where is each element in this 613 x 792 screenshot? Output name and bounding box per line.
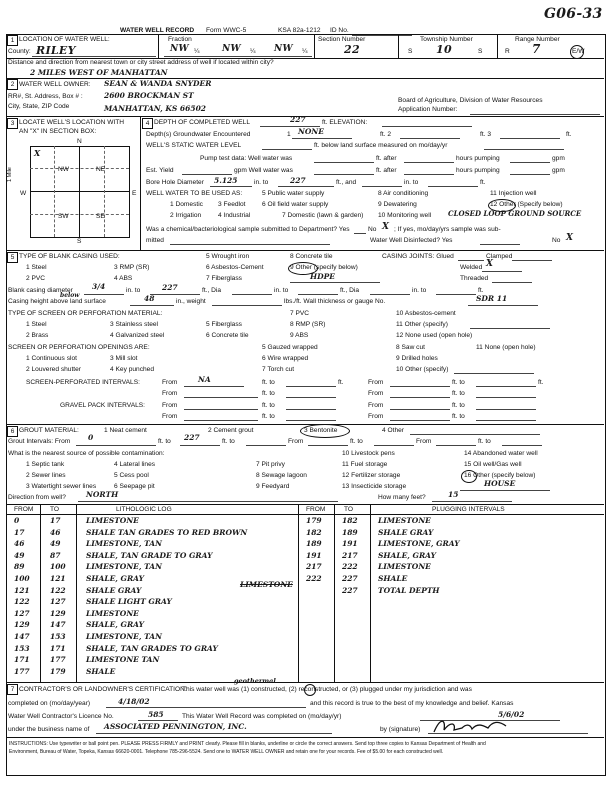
township-value: 10 (436, 43, 452, 56)
log-left-desc: SHALE LIGHT GRAY (86, 597, 172, 607)
owner-value: SEAN & WANDA SNYDER (104, 79, 212, 88)
section-number-value: 22 (344, 43, 360, 56)
range-direction: E/W (572, 48, 585, 55)
contamination-label: What is the nearest source of possible contamination: (8, 450, 165, 457)
pump-test-label: Pump test data: Well water was (200, 155, 293, 162)
log-left-desc: SHALE GRAY (86, 585, 142, 595)
log-left-to: 177 (50, 655, 66, 665)
form-number: Form WWC-5 (206, 27, 247, 34)
plugging-intervals-header: PLUGGING INTERVALS (432, 506, 505, 513)
certification-text: This water well was (1) constructed, (2) reconstructed, or (3) plugged under my jurisdiction and was (182, 686, 472, 693)
well-use-other-value: CLOSED LOOP GROUND SOURCE (448, 209, 582, 218)
log-strike-note: LIMESTONE (240, 580, 293, 589)
casing-height-label: Casing height above land surface (8, 298, 106, 305)
log-left-from: 121 (14, 585, 30, 595)
record-completed-value: 5/6/02 (498, 710, 525, 719)
instructions-line-2: Environment, Bureau of Water, Topeka, Kansas 66620-0001. Telephone 785-296-5524. Send one to WATER WELL OWNER and retain one for your records. Fee of $5.00 for each constructed well. (9, 749, 444, 755)
disinfected-no-mark: X (566, 233, 574, 243)
county-value: RILEY (36, 44, 76, 57)
township-label: Township Number (420, 36, 473, 43)
log-left-desc: SHALE, GRAY (86, 620, 144, 630)
log-left-to: 129 (50, 608, 66, 618)
log-left-desc: SHALE (86, 666, 116, 676)
range-label: Range Number (515, 36, 560, 43)
grout-intervals-label: Grout Intervals: From (8, 438, 71, 445)
bore-hole-label: Bore Hole Diameter (146, 179, 204, 186)
city-label: City, State, ZIP Code (8, 103, 70, 110)
log-left-desc: LIMESTONE, TAN (86, 562, 162, 572)
log-right-desc: SHALE (378, 574, 408, 583)
section-6-number: 6 (7, 426, 18, 437)
quarter-1: NW (170, 44, 189, 54)
blank-to-value: 227 (162, 283, 178, 292)
log-left-from: 177 (14, 666, 30, 676)
log-right-from: 182 (306, 527, 322, 537)
blank-diameter-value: 3/4 (92, 282, 106, 291)
section-1-label: LOCATION OF WATER WELL: (19, 36, 110, 43)
section-5-number: 5 (7, 252, 18, 263)
signature-label: by (signature) (380, 726, 421, 733)
application-number-label: Application Number: (398, 106, 458, 113)
distance-value: 2 MILES WEST OF MANHATTAN (30, 68, 168, 77)
grout-to-value: 227 (184, 433, 200, 442)
section-3-number: 3 (7, 118, 18, 129)
instructions-line-1: INSTRUCTIONS: Use typewriter or ball point pen. PLEASE PRESS FIRMLY and PRINT clearly. Please fill in blanks, underline or circle the correct answers. Send top three copies to Kansas Department of Health and (9, 741, 486, 747)
address-value: 2600 BROCKMAN ST (104, 91, 194, 100)
openings-label: SCREEN OR PERFORATION OPENINGS ARE: (8, 344, 150, 351)
log-to-header-right: TO (344, 506, 354, 513)
log-right-desc: LIMESTONE (378, 516, 431, 525)
log-left-from: 127 (14, 608, 30, 618)
groundwater-label: Depth(s) Groundwater Encountered (146, 131, 251, 138)
log-right-desc: LIMESTONE (378, 562, 431, 572)
est-yield-label: Est. Yield (146, 167, 174, 174)
log-left-to: 171 (50, 643, 66, 653)
quarter-3: NW (274, 44, 293, 54)
log-left-to: 46 (50, 527, 61, 537)
log-left-desc: LIMESTONE (86, 516, 139, 525)
welded-mark: X (486, 259, 494, 269)
log-from-header-right: FROM (306, 506, 326, 513)
static-level-label: WELL'S STATIC WATER LEVEL (146, 142, 242, 149)
log-right-from: 217 (306, 562, 322, 572)
license-value: 585 (148, 710, 164, 719)
lithologic-log-header: LITHOLOGIC LOG (116, 506, 172, 513)
completed-on-label: completed on (mo/day/year) (8, 700, 91, 707)
section-3-label-2: AN "X" IN SECTION BOX: (19, 128, 97, 135)
log-left-from: 89 (14, 562, 25, 572)
log-left-to: 179 (50, 666, 66, 676)
log-left-from: 171 (14, 655, 30, 665)
gravel-pack-label: GRAVEL PACK INTERVALS: (60, 402, 146, 409)
compass-n: N (77, 138, 82, 145)
quadrant-ne: NE (96, 166, 106, 173)
range-value: 7 (532, 42, 541, 56)
mile-label: 1 Mile (7, 167, 13, 182)
log-right-to: 182 (342, 516, 358, 525)
log-right-to: 189 (342, 527, 358, 537)
log-left-from: 0 (14, 516, 20, 525)
city-value: MANHATTAN, KS 66502 (104, 104, 207, 113)
quadrant-nw: NW (58, 166, 69, 173)
log-right-desc: TOTAL DEPTH (378, 585, 440, 595)
township-direction: S (478, 48, 483, 55)
log-left-to: 121 (50, 574, 66, 583)
log-left-from: 49 (14, 550, 25, 560)
depth-label: DEPTH OF COMPLETED WELL (154, 119, 250, 126)
log-left-from: 147 (14, 632, 30, 641)
compass-w: W (20, 190, 27, 197)
bore-diameter-value: 5.125 (214, 176, 238, 185)
log-left-from: 46 (14, 539, 25, 549)
perforated-intervals-label: SCREEN-PERFORATED INTERVALS: (26, 379, 140, 386)
county-label: County: (8, 48, 31, 55)
log-left-to: 153 (50, 632, 66, 641)
groundwater-value: NONE (298, 127, 324, 136)
log-left-desc: SHALE, TAN GRADE TO GRAY (86, 550, 213, 560)
casing-height-below: below (60, 292, 80, 299)
contamination-other-value: HOUSE (484, 479, 516, 488)
log-left-desc: SHALE, GRAY (86, 574, 144, 583)
log-right-desc: SHALE, GRAY (378, 550, 436, 560)
id-number-label: ID No. (330, 27, 349, 34)
board-label: Board of Agriculture, Division of Water Resources (398, 97, 543, 104)
quadrant-se: SE (96, 213, 105, 220)
log-left-to: 147 (50, 620, 66, 630)
log-right-from: 189 (306, 539, 322, 549)
section-4-number: 4 (142, 118, 153, 129)
depth-value: 227 (290, 115, 306, 124)
form-title: WATER WELL RECORD (120, 27, 195, 34)
log-left-desc: LIMESTONE (86, 608, 139, 618)
log-right-desc: SHALE GRAY (378, 527, 434, 537)
log-left-from: 129 (14, 620, 30, 630)
log-left-from: 122 (14, 597, 30, 607)
log-right-from: 222 (306, 574, 322, 583)
log-right-to: 217 (342, 550, 358, 560)
log-right-desc: LIMESTONE, GRAY (378, 539, 460, 549)
grout-material-label: GROUT MATERIAL: (19, 427, 79, 434)
disinfected-label: Water Well Disinfected? Yes (370, 237, 453, 244)
log-right-to: 227 (342, 585, 358, 595)
chem-sample-label: Was a chemical/bacteriological sample submitted to Department? Yes (146, 226, 350, 233)
distance-label: Distance and direction from nearest town or city street address of well if located within city? (8, 59, 274, 66)
perforated-intervals-value: NA (198, 375, 211, 384)
log-left-desc: SHALE TAN GRADES TO RED BROWN (86, 527, 248, 537)
casing-other-value: HDPE (310, 272, 335, 281)
log-left-from: 153 (14, 643, 30, 653)
quadrant-sw: SW (58, 213, 69, 220)
address-label: RR#, St. Address, Box # : (8, 93, 83, 100)
section-2-number: 2 (7, 79, 18, 90)
screen-type-label: TYPE OF SCREEN OR PERFORATION MATERIAL: (8, 310, 163, 317)
how-many-feet-value: 15 (448, 490, 459, 499)
log-right-to: 191 (342, 539, 358, 549)
blank-diameter-label: Blank casing diameter (8, 287, 73, 294)
owner-label: WATER WELL OWNER: (19, 81, 91, 88)
log-from-header-left: FROM (14, 506, 34, 513)
log-left-from: 100 (14, 574, 30, 583)
section-1-number: 1 (7, 35, 18, 46)
log-left-desc: LIMESTONE, TAN (86, 539, 162, 549)
compass-s: S (77, 238, 82, 245)
completed-on-value: 4/18/02 (118, 697, 150, 706)
log-left-to: 122 (50, 585, 66, 595)
ksa-reference: KSA 82a-1212 (278, 27, 321, 34)
business-name-value: ASSOCIATED PENNINGTON, INC. (104, 722, 247, 731)
license-label: Water Well Contractor's Licence No. (8, 713, 114, 720)
elevation-label: ft. ELEVATION: (322, 119, 368, 126)
log-left-to: 127 (50, 597, 66, 607)
how-many-feet-label: How many feet? (378, 494, 426, 501)
direction-value: NORTH (86, 490, 119, 499)
bore-to-value: 227 (290, 176, 306, 185)
certification-label: CONTRACTOR'S OR LANDOWNER'S CERTIFICATION: (19, 686, 187, 693)
casing-height-value: 48 (144, 294, 155, 303)
section-box (30, 146, 130, 238)
section-7-number: 7 (7, 684, 18, 695)
range-r: R (505, 48, 510, 55)
log-left-desc: LIMESTONE, TAN (86, 632, 162, 641)
casing-joints-label: CASING JOINTS: Glued (382, 253, 454, 260)
log-left-desc: SHALE, TAN GRADES TO GRAY (86, 643, 218, 653)
log-left-from: 17 (14, 527, 25, 537)
well-use-label: WELL WATER TO BE USED AS: (146, 190, 243, 197)
log-left-to: 49 (50, 539, 61, 549)
log-left-to: 87 (50, 550, 61, 560)
quarter-2: NW (222, 44, 241, 54)
business-name-label: under the business name of (8, 726, 90, 733)
log-to-header-left: TO (50, 506, 60, 513)
log-right-from: 179 (306, 516, 322, 525)
document-id: G06-33 (544, 6, 603, 22)
chem-no-mark: X (382, 222, 390, 232)
grout-from-value: 0 (88, 433, 94, 442)
fraction-label: Fraction (168, 36, 192, 43)
log-right-to: 227 (342, 574, 358, 583)
log-left-desc: LIMESTONE TAN (86, 655, 160, 665)
log-right-from: 191 (306, 550, 322, 560)
section-3-label: LOCATE WELL'S LOCATION WITH (19, 119, 125, 126)
section-number-label: Section Number (318, 36, 366, 43)
location-x-mark: X (34, 148, 41, 158)
direction-label: Direction from well? (8, 494, 66, 501)
gauge-value: SDR 11 (476, 294, 508, 303)
casing-type-label: TYPE OF BLANK CASING USED: (19, 253, 120, 260)
compass-e: E (132, 190, 137, 197)
geothermal-note: geothermal (234, 677, 276, 685)
log-right-to: 222 (342, 562, 358, 572)
log-left-to: 100 (50, 562, 66, 572)
log-left-to: 17 (50, 516, 61, 525)
